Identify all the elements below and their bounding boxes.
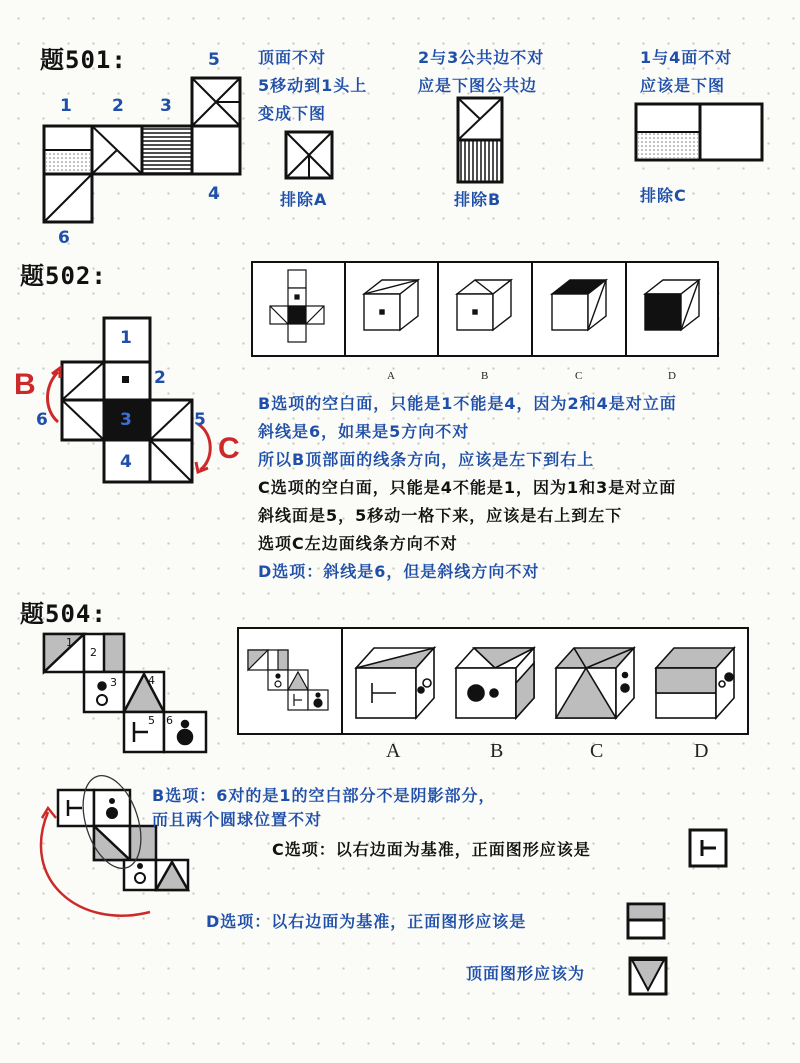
q501-note-b-line-2: 应是下图公共边: [418, 76, 538, 95]
q501-num-4: 4: [208, 184, 220, 204]
q501-note-a-line-2: 5移动到1头上: [258, 76, 368, 95]
q504-num-2: 2: [90, 646, 97, 659]
q504-note-b-line-1: B选项：6对的是1的空白部分不是阴影部分，: [152, 786, 496, 805]
q502-option-a: A: [387, 370, 395, 382]
q501-num-5: 5: [208, 50, 220, 70]
q502-num-1: 1: [120, 328, 132, 348]
q504-note-d2: 顶面图形应该为: [466, 964, 586, 983]
q502-line-5: 斜线面是5，5移动一格下来，应该是右上到左下: [258, 506, 623, 525]
q502-num-4: 4: [120, 452, 132, 472]
q504-option-b: B: [490, 740, 504, 762]
q502-num-3: 3: [120, 410, 132, 430]
q504-option-c: C: [590, 740, 604, 762]
q502-line-2: 斜线是6，如果是5方向不对: [258, 422, 470, 441]
q504-num-4: 4: [148, 674, 155, 687]
q501-title: 题501:: [40, 46, 127, 74]
q502-option-c: C: [575, 370, 583, 382]
q504-note-d: D选项：以右边面为基准，正面图形应该是: [206, 912, 527, 931]
q504-title: 题504:: [20, 600, 107, 628]
q501-num-6: 6: [58, 228, 70, 248]
q502-option-b: B: [481, 370, 489, 382]
q501-note-c-line-2: 应该是下图: [640, 76, 726, 95]
q501-exclude-b: 排除B: [454, 190, 502, 209]
q502-num-2: 2: [154, 368, 166, 388]
q504-num-1: 1: [66, 636, 73, 649]
q502-title: 题502:: [20, 262, 107, 290]
q501-num-3: 3: [160, 96, 172, 116]
q501-num-2: 2: [112, 96, 124, 116]
q502-option-d: D: [668, 370, 676, 382]
q501-note-a-line-3: 变成下图: [258, 104, 327, 123]
q504-note-b-line-2: 而且两个圆球位置不对: [152, 810, 323, 829]
q502-line-4: C选项的空白面，只能是4不能是1，因为1和3是对立面: [258, 478, 677, 497]
q501-exclude-a: 排除A: [280, 190, 328, 209]
q502-num-6: 6: [36, 410, 48, 430]
q501-note-b-line-1: 2与3公共边不对: [418, 48, 545, 67]
q502-line-7: D选项：斜线是6，但是斜线方向不对: [258, 562, 540, 581]
q502-num-5: 5: [194, 410, 206, 430]
q502-mark-c: C: [218, 432, 240, 465]
q501-exclude-c: 排除C: [640, 186, 687, 205]
q502-line-3: 所以B顶部面的线条方向，应该是左下到右上: [258, 450, 595, 469]
q501-num-1: 1: [60, 96, 72, 116]
q502-line-6: 选项C左边面线条方向不对: [258, 534, 458, 553]
q504-num-3: 3: [110, 676, 117, 689]
q501-note-c-line-1: 1与4面不对: [640, 48, 733, 67]
q504-note-c: C选项：以右边面为基准，正面图形应该是: [272, 840, 591, 859]
q504-num-6: 6: [166, 714, 173, 727]
q504-option-a: A: [386, 740, 401, 762]
q502-line-1: B选项的空白面，只能是1不能是4，因为2和4是对立面: [258, 394, 677, 413]
q502-mark-b: B: [14, 368, 36, 401]
q504-num-5: 5: [148, 714, 155, 727]
q501-note-a-line-1: 顶面不对: [258, 48, 327, 67]
q504-option-d: D: [694, 740, 709, 762]
